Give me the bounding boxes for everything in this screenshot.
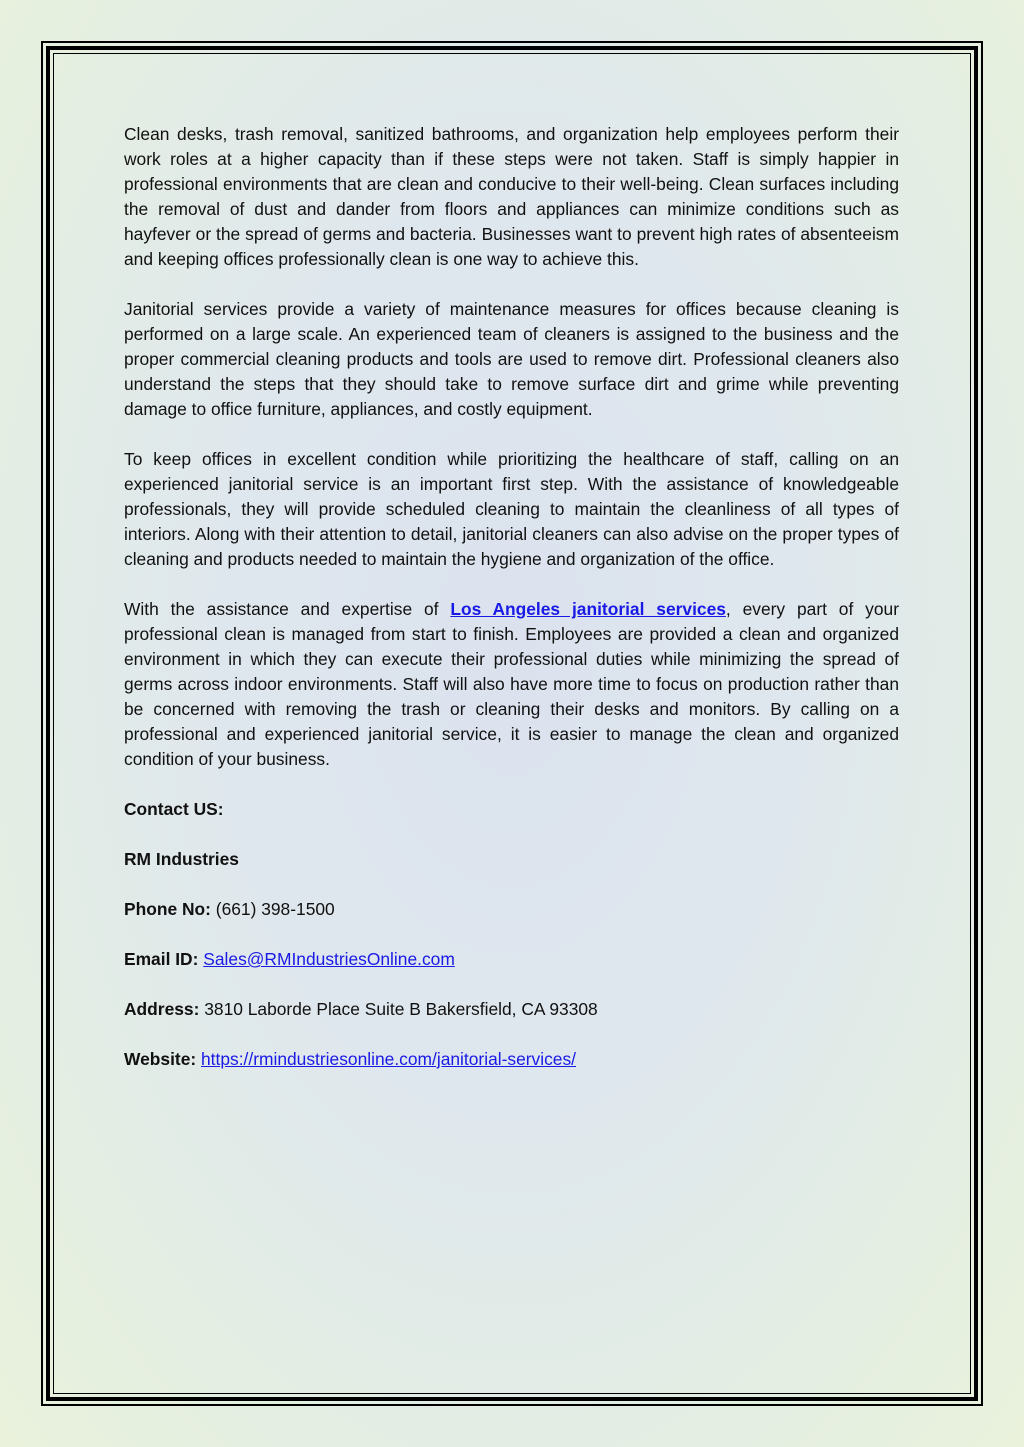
- phone-label: Phone No:: [124, 899, 211, 919]
- paragraph-4: [124, 597, 899, 772]
- email-link[interactable]: Sales@RMIndustriesOnline.com: [203, 949, 455, 969]
- email-label: Email ID:: [124, 949, 199, 969]
- contact-heading: Contact US:: [124, 799, 224, 819]
- paragraph-3: To keep offices in excellent condition while prioritizing the healthcare of staff, calling on an experienced janitorial service is an important first step. With the assistance of knowledgeable professionals, they will provide scheduled cleaning to maintain the cleanliness of all types of interiors. Along with their attention to detail, janitorial cleaners can also advise on the proper types of cleaning and products needed to maintain the hygiene and organization of the office.: [124, 449, 899, 569]
- address-line: [124, 997, 899, 1022]
- website-link[interactable]: https://rmindustriesonline.com/janitorial-services/: [201, 1049, 577, 1069]
- document-body: [124, 122, 899, 1097]
- email-line: [124, 947, 899, 972]
- company-name: RM Industries: [124, 849, 239, 869]
- website-line: [124, 1047, 899, 1072]
- los-angeles-janitorial-link[interactable]: Los Angeles janitorial services: [450, 599, 726, 619]
- paragraph-4-intro: With the assistance and expertise of: [124, 599, 451, 619]
- paragraph-2: Janitorial services provide a variety of maintenance measures for offices because cleaning is performed on a large scale. An experienced team of cleaners is assigned to the business and the proper commercial cleaning products and tools are used to remove dirt. Professional cleaners also understand the steps that they should take to remove surface dirt and grime while preventing damage to office furniture, appliances, and costly equipment.: [124, 299, 899, 419]
- address-value: 3810 Laborde Place Suite B Bakersfield, CA 93308: [199, 999, 598, 1019]
- address-label: Address:: [124, 999, 200, 1019]
- paragraph-4-rest: , every part of your professional clean is managed from start to finish. Employees are provided a clean and organized environment in which they can execute their professional duties while minimizing the spread of germs across indoor environments. Staff will also have more time to focus on production rather than be concerned with removing the trash or cleaning their desks and monitors. By calling on a professional and experienced janitorial service, it is easier to manage the clean and organized condition of your business.: [124, 599, 899, 769]
- phone-line: [124, 897, 899, 922]
- paragraph-1: Clean desks, trash removal, sanitized bathrooms, and organization help employees perform their work roles at a higher capacity than if these steps were not taken. Staff is simply happier in professional environments that are clean and conducive to their well-being. Clean surfaces including the removal of dust and dander from floors and appliances can minimize conditions such as hayfever or the spread of germs and bacteria. Businesses want to prevent high rates of absenteeism and keeping offices professionally clean is one way to achieve this.: [124, 124, 899, 269]
- phone-value: (661) 398-1500: [210, 899, 335, 919]
- website-label: Website:: [124, 1049, 197, 1069]
